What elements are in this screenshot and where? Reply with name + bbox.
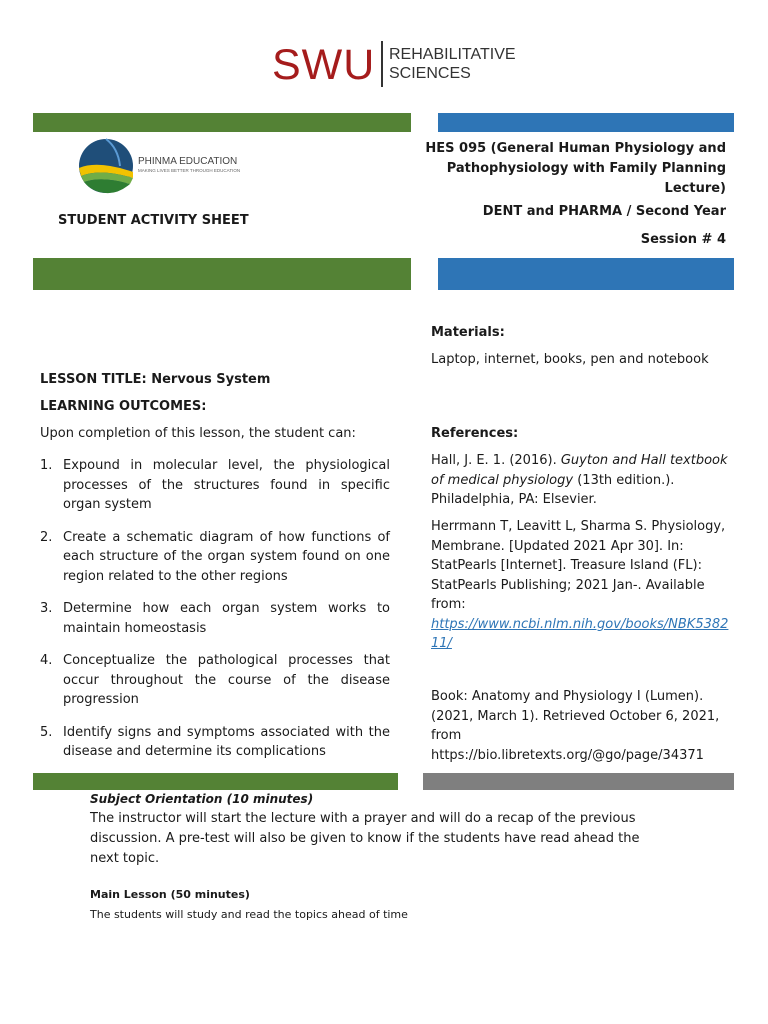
logo-divider	[381, 41, 383, 87]
list-number: 4.	[40, 653, 53, 668]
list-text: Create a schematic diagram of how functions of each structure of the organ system found on one region related to the other regions	[63, 529, 390, 584]
ref2-link[interactable]: https://www.ncbi.nlm.nih.gov/books/NBK538211/	[431, 616, 729, 651]
course-session: Session # 4	[640, 232, 726, 247]
logo-subtitle-line1: REHABILITATIVE	[389, 46, 516, 63]
list-item	[40, 528, 390, 587]
outcomes-list	[40, 456, 390, 775]
phinma-name: PHINMA EDUCATION	[138, 156, 238, 167]
materials-heading: Materials:	[431, 325, 505, 340]
bottom-left-bar	[33, 773, 398, 790]
lesson-title: LESSON TITLE: Nervous System	[40, 372, 271, 387]
ref1-publisher: (13th edition.). Philadelphia, PA: Elsevier.	[431, 472, 675, 507]
orientation-body: The instructor will start the lecture with a prayer and will do a recap of the previous discussion. A pre-test will also be given to know if the students have read ahead the next topic.	[90, 811, 640, 866]
list-item	[40, 723, 390, 762]
list-number: 2.	[40, 529, 53, 545]
sheet-title: STUDENT ACTIVITY SHEET	[58, 213, 249, 228]
reference-2	[431, 517, 731, 654]
main-lesson-title: Main Lesson (50 minutes)	[90, 888, 250, 901]
list-text: Determine how each organ system works to maintain homeostasis	[63, 601, 390, 636]
top-right-bar	[438, 113, 734, 132]
reference-3: Book: Anatomy and Physiology I (Lumen). (2021, March 1). Retrieved October 6, 2021, from https://bio.libretexts.org/@go/page/34371	[431, 689, 720, 763]
orientation-title: Subject Orientation (10 minutes)	[90, 792, 314, 806]
list-number: 5.	[40, 724, 53, 740]
list-number: 3.	[40, 601, 53, 616]
references-heading: References:	[431, 426, 519, 441]
bottom-right-bar	[423, 773, 734, 790]
reference-1	[431, 451, 731, 510]
list-item	[40, 456, 390, 515]
phinma-logo-icon	[78, 138, 134, 194]
ref1-title: Guyton and Hall textbook of medical physiology	[431, 453, 728, 488]
ref1-authors: Hall, J. E. 1. (2016).	[431, 453, 561, 468]
mid-left-bar	[33, 258, 411, 290]
materials-text: Laptop, internet, books, pen and notebook	[431, 352, 709, 367]
logo-subtitle	[389, 45, 516, 83]
list-number: 1.	[40, 458, 53, 473]
course-year: DENT and PHARMA / Second Year	[482, 204, 726, 219]
learning-outcomes-heading: LEARNING OUTCOMES:	[40, 399, 207, 414]
list-item	[40, 651, 390, 710]
top-left-bar	[33, 113, 411, 132]
list-item	[40, 599, 390, 638]
mid-right-bar	[438, 258, 734, 290]
swu-logo-text: SWU	[272, 41, 376, 89]
course-title: HES 095 (General Human Physiology and Pathophysiology with Family Planning Lecture)	[425, 141, 726, 196]
list-text: Expound in molecular level, the physiological processes of the structures found in specific organ system	[63, 458, 390, 512]
phinma-tagline: MAKING LIVES BETTER THROUGH EDUCATION	[138, 168, 241, 173]
ref2-text: Herrmann T, Leavitt L, Sharma S. Physiology, Membrane. [Updated 2021 Apr 30]. In: StatPearls [Internet]. Treasure Island (FL): StatPearls Publishing; 2021 Jan-. Available from:	[431, 519, 726, 612]
logo-subtitle-line2: SCIENCES	[389, 65, 471, 82]
main-lesson-body: The students will study and read the topics ahead of time	[90, 908, 408, 921]
outcomes-intro: Upon completion of this lesson, the student can:	[40, 426, 356, 441]
list-text: Conceptualize the pathological processes that occur throughout the course of the disease progression	[63, 653, 390, 707]
list-text: Identify signs and symptoms associated with the disease and determine its complications	[63, 724, 390, 759]
